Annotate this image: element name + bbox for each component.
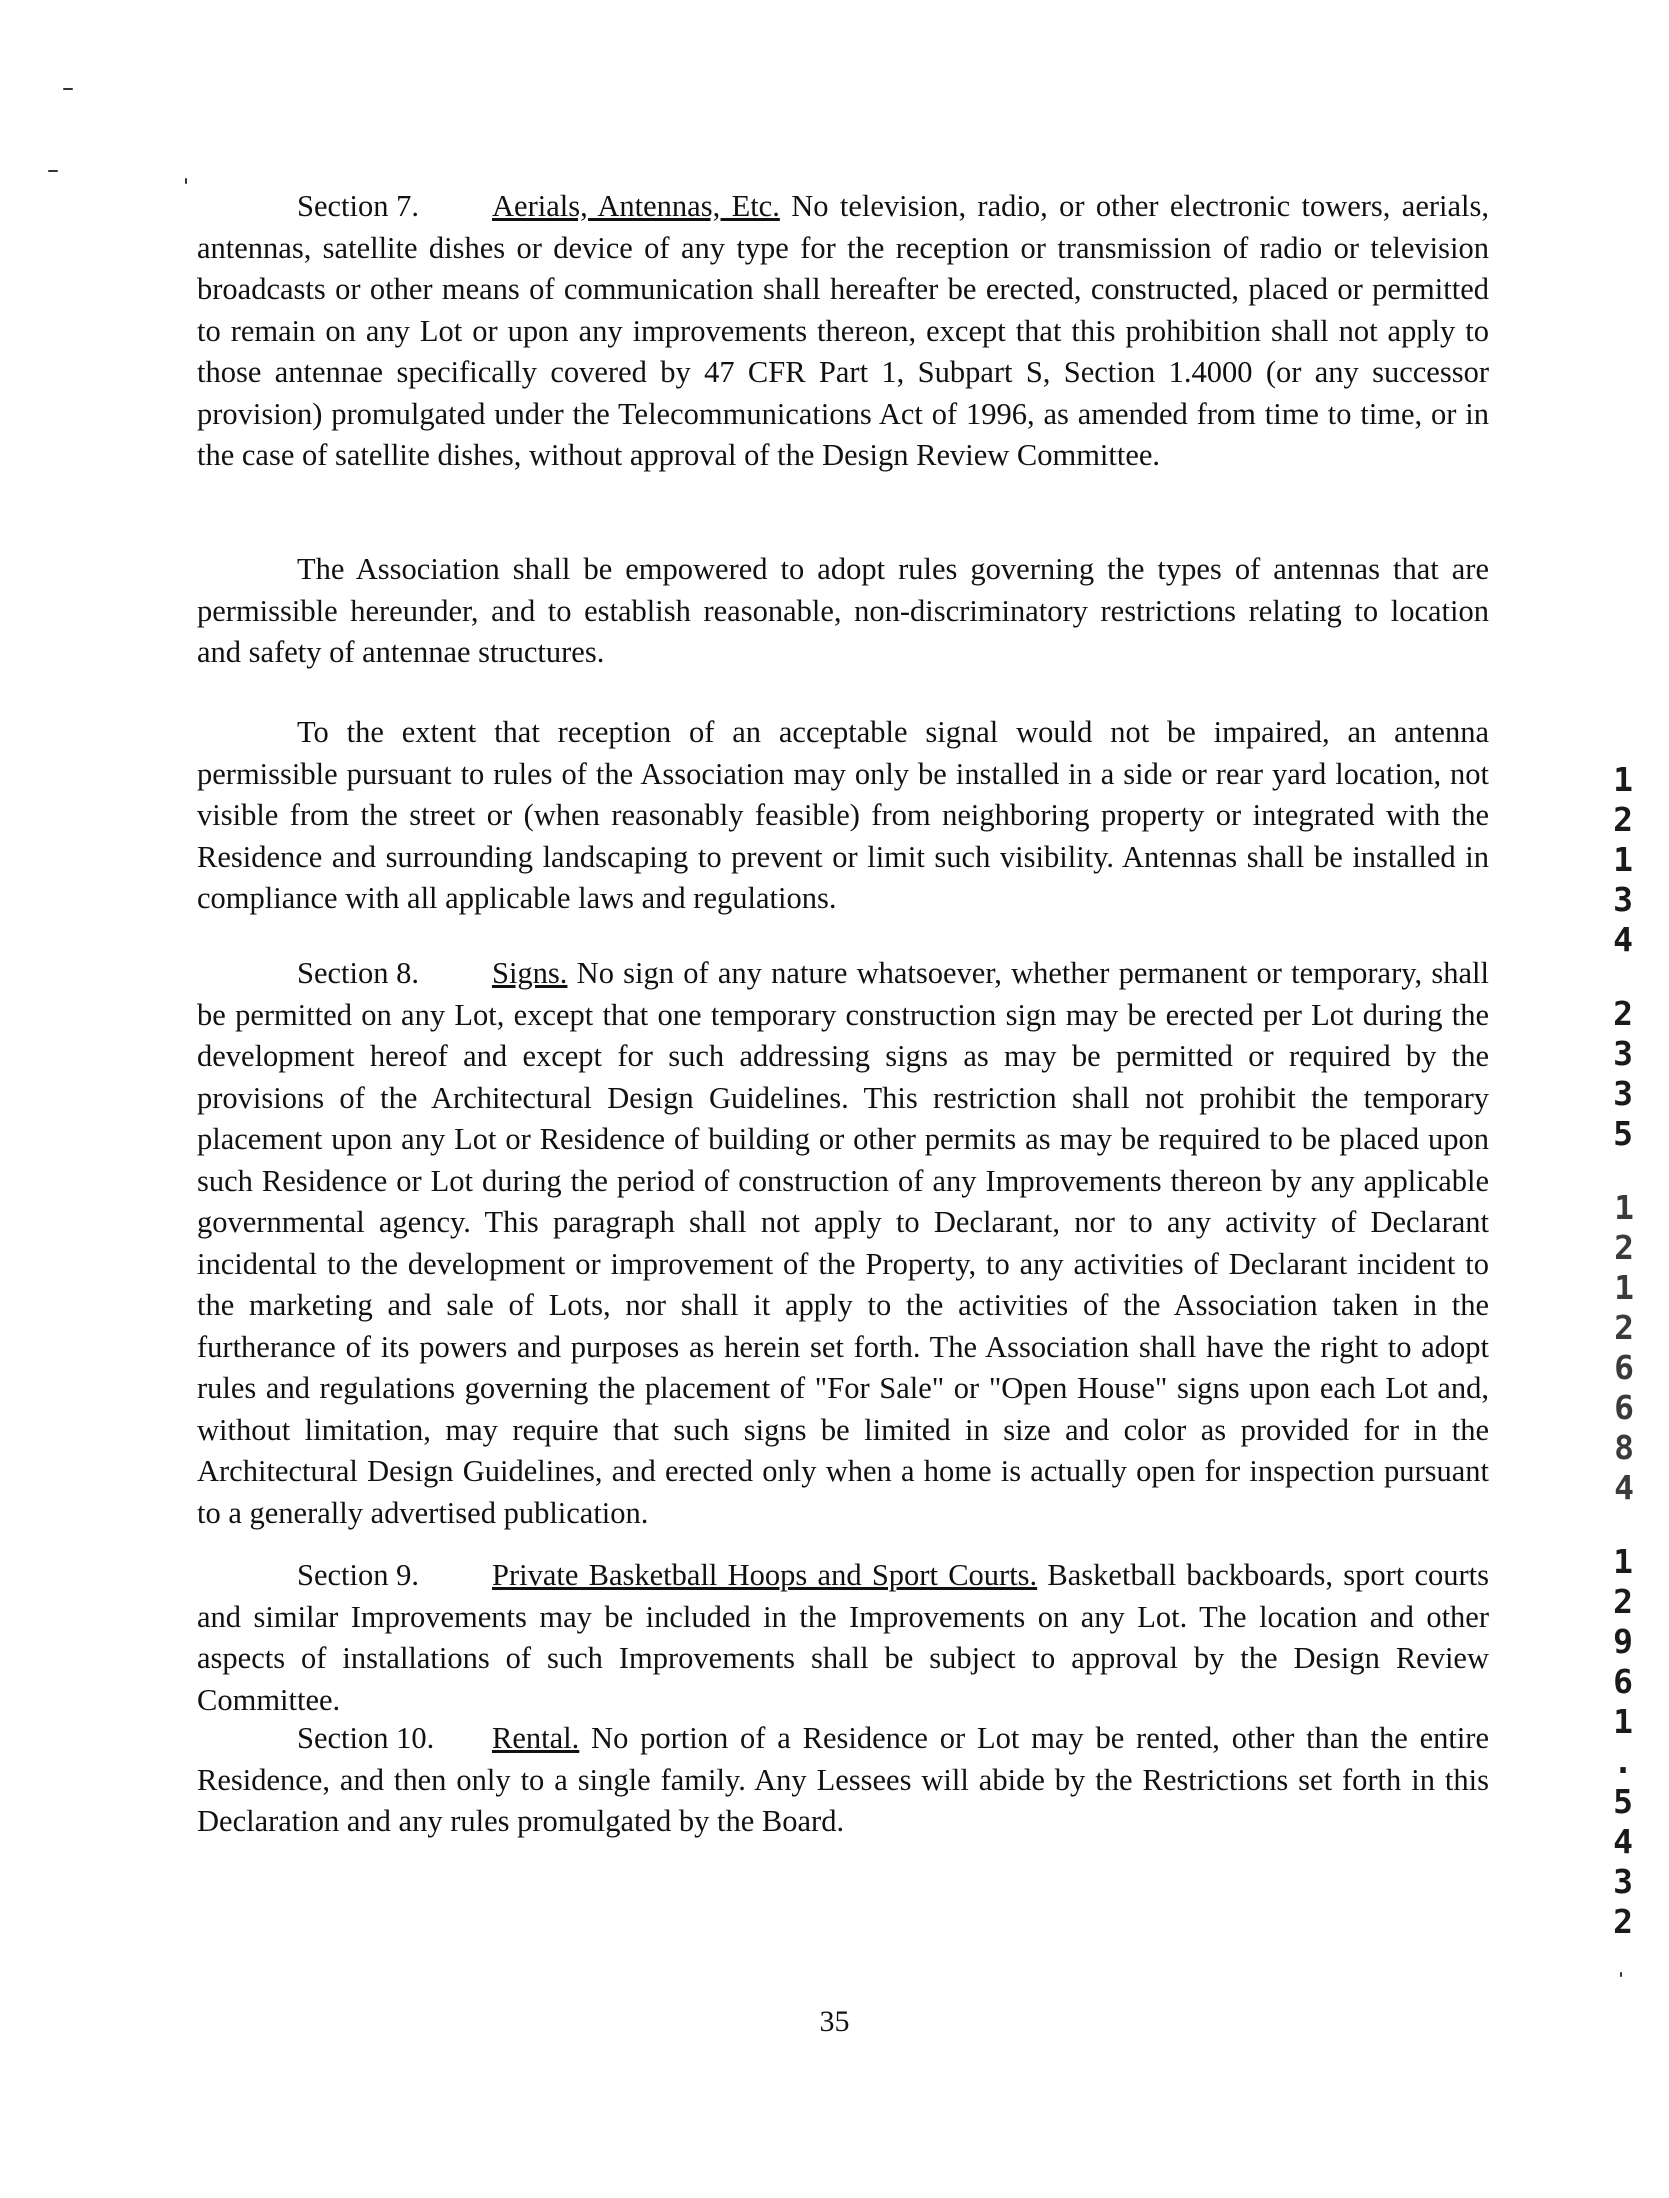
stamp-digit: 1 — [1613, 1542, 1633, 1581]
scan-speck — [63, 88, 73, 90]
scan-speck — [48, 170, 58, 172]
section-9-paragraph — [197, 1555, 1489, 1721]
page-number: 35 — [819, 2005, 850, 2038]
section-7-paragraph-3: To the extent that reception of an acceptable signal would not be impaired, an antenna permissible pursuant to rules of the Association may only be installed in a side or rear yard location, not visible from the street or (when reasonably feasible) from neighboring property or integrated with the Residence and surrounding landscaping to prevent or limit such visibility. Antennas shall be installed in compliance with all applicable laws and regulations. — [197, 715, 1489, 915]
stamp-digit: 3 — [1613, 1862, 1633, 1901]
section-title: Rental. — [492, 1721, 580, 1755]
section-text: No television, radio, or other electronic towers, aerials, antennas, satellite dishes or device of any type for the reception or transmission of radio or television broadcasts or other means of communication shall hereafter be erected, constructed, placed or permitted to remain on any Lot or upon any improvements thereon, except that this prohibition shall not apply to those antennae specifically covered by 47 CFR Part 1, Subpart S, Section 1.4000 (or any successor provision) promulgated under the Telecommunications Act of 1996, as amended from time to time, or in the case of satellite dishes, without approval of the Design Review Committee. — [197, 189, 1489, 472]
stamp-digit: 3 — [1613, 880, 1633, 919]
stamp-digit: 2 — [1613, 800, 1633, 839]
stamp-digit: 5 — [1613, 1782, 1633, 1821]
stamp-digit: 3 — [1613, 1074, 1633, 1113]
stamp-digit: 4 — [1614, 1468, 1632, 1507]
stamp-digit: 1 — [1614, 1188, 1632, 1227]
section-text: No portion of a Residence or Lot may be rented, other than the entire Residence, and then only to a single family. Any Lessees will abide by the Restrictions set forth in this Declaration and any rules promulgated by the Board. — [197, 1721, 1489, 1838]
stamp-digit: 6 — [1614, 1388, 1632, 1427]
scan-speck — [1620, 1972, 1622, 1977]
scan-speck — [185, 178, 187, 184]
section-7 — [197, 186, 1489, 477]
section-9 — [197, 1555, 1489, 1721]
section-title: Private Basketball Hoops and Sport Courts. — [492, 1558, 1038, 1592]
section-number: Section 10. — [297, 1721, 435, 1755]
section-7-paragraph-3-block — [197, 712, 1489, 920]
section-8-paragraph — [197, 953, 1489, 1534]
margin-recording-stamp — [1600, 760, 1646, 1942]
stamp-digit: 2 — [1613, 994, 1633, 1033]
section-number: Section 8. — [297, 956, 419, 990]
stamp-digit: 2 — [1614, 1228, 1632, 1267]
stamp-digit: . — [1613, 1742, 1633, 1781]
section-text: No sign of any nature whatsoever, whether permanent or temporary, shall be permitted on any Lot, except that one temporary construction sign may be erected per Lot during the development hereof and except for such addressing signs as may be permitted or required by the provisions of the Architectural Design Guidelines. This restriction shall not prohibit the temporary placement upon any Lot or Residence of building or other permits as may be required to be placed upon such Residence or Lot during the period of construction of any Improvements thereon by any applicable governmental agency. This paragraph shall not apply to Declarant, nor to any activity of Declarant incidental to the development or improvement of the Property, to any activities of Declarant incident to the marketing and sale of Lots, nor shall it apply to the activities of the Association taken in the furtherance of its powers and purposes as herein set forth. The Association shall have the right to adopt rules and regulations governing the placement of "For Sale" or "Open House" signs upon each Lot and, without limitation, may require that such signs be limited in size and color as provided for in the Architectural Design Guidelines, and erected only when a home is actually open for inspection pursuant to a generally advertised publication. — [197, 956, 1489, 1530]
section-text: Basketball backboards, sport courts and similar Improvements may be included in the Improvements on any Lot. The location and other aspects of installations of such Improvements shall be subject to approval by the Design Review Committee. — [197, 1558, 1489, 1717]
stamp-digit: 6 — [1614, 1348, 1632, 1387]
stamp-digit: 4 — [1613, 1822, 1633, 1861]
stamp-digit: 6 — [1613, 1662, 1633, 1701]
section-number: Section 7. — [297, 189, 419, 223]
section-title: Aerials, Antennas, Etc. — [492, 189, 780, 223]
section-number: Section 9. — [297, 1558, 419, 1592]
section-10-paragraph — [197, 1718, 1489, 1843]
stamp-digit: 2 — [1613, 1902, 1633, 1941]
section-10 — [197, 1718, 1489, 1843]
stamp-digit: 2 — [1614, 1308, 1632, 1347]
section-7-paragraph-1 — [197, 186, 1489, 477]
section-7-paragraph-2-block — [197, 549, 1489, 674]
stamp-digit: 3 — [1613, 1034, 1633, 1073]
stamp-digit: 1 — [1613, 1702, 1633, 1741]
section-8 — [197, 953, 1489, 1534]
stamp-digit: 9 — [1613, 1622, 1633, 1661]
stamp-digit: 1 — [1613, 840, 1633, 879]
stamp-digit: 2 — [1613, 1582, 1633, 1621]
stamp-digit: 1 — [1613, 760, 1633, 799]
stamp-digit: 8 — [1614, 1428, 1632, 1467]
stamp-digit: 4 — [1613, 920, 1633, 959]
stamp-digit: 1 — [1614, 1268, 1632, 1307]
section-title: Signs. — [492, 956, 568, 990]
section-7-paragraph-2: The Association shall be empowered to adopt rules governing the types of antennas that are permissible hereunder, and to establish reasonable, non-discriminatory restrictions relating to location and safety of antennae structures. — [197, 552, 1489, 669]
stamp-digit: 5 — [1613, 1114, 1633, 1153]
